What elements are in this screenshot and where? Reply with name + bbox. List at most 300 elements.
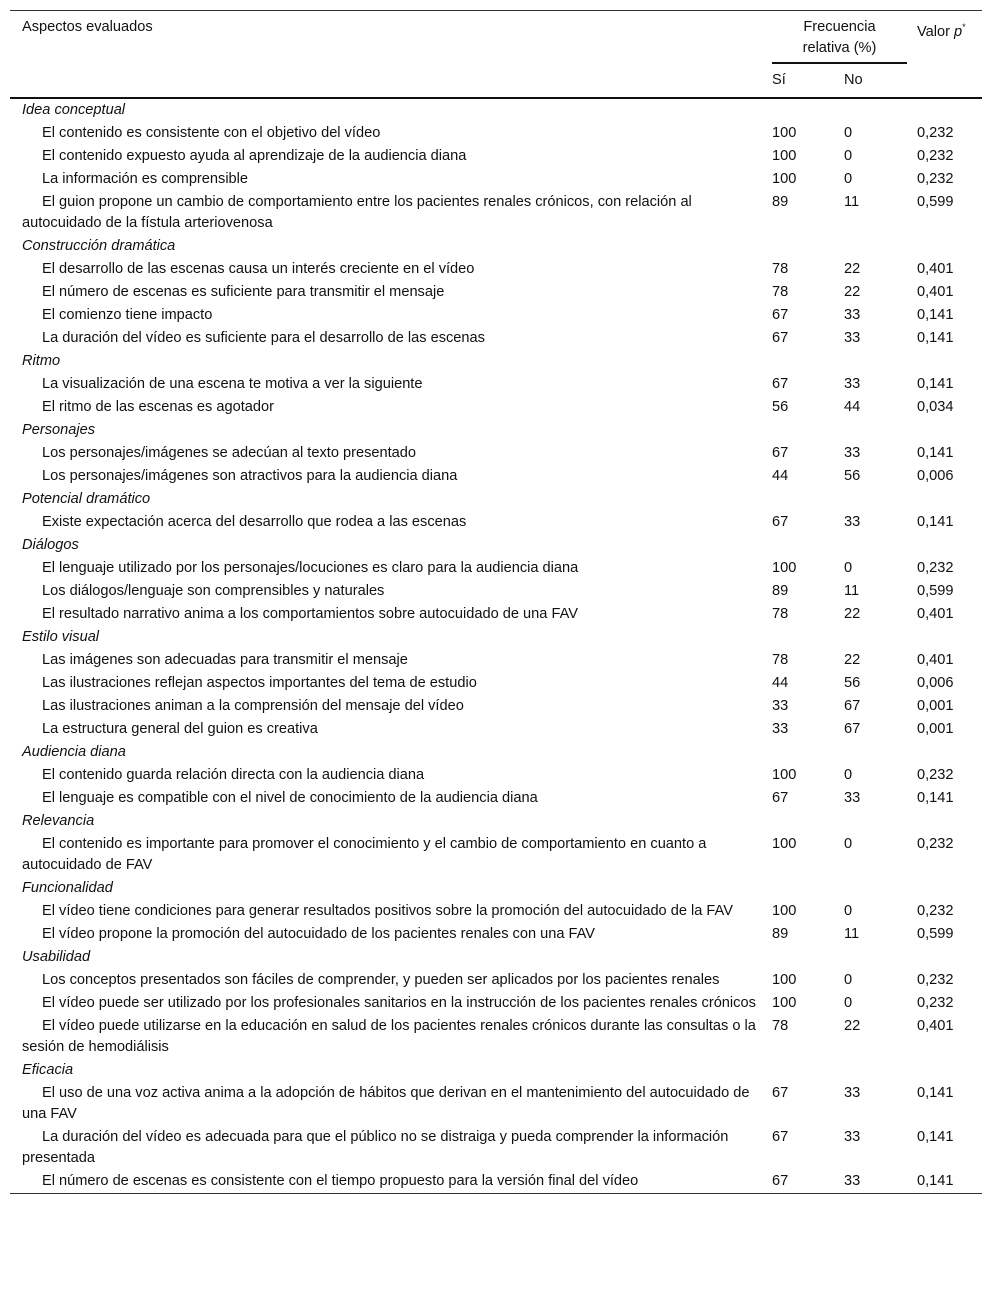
section-header-row [10, 877, 982, 900]
section-title: Construcción dramática [22, 238, 176, 254]
freq-no-cell [844, 191, 907, 235]
table-body [10, 98, 982, 1194]
freq-si-cell [772, 718, 844, 741]
p-value-cell [907, 969, 982, 992]
p-value-cell [907, 327, 982, 350]
p-value-cell [907, 603, 982, 626]
freq-si: 44 [772, 468, 789, 484]
freq-no: 33 [844, 790, 861, 806]
aspect-text: El contenido es consistente con el objetivo del vídeo [42, 125, 381, 141]
header-pvalue [907, 11, 982, 98]
freq-no: 22 [844, 284, 861, 300]
p-value: 0,232 [917, 125, 954, 141]
freq-no: 56 [844, 468, 861, 484]
aspect-text: El lenguaje es compatible con el nivel de conocimiento de la audiencia diana [42, 790, 538, 806]
freq-si-cell [772, 992, 844, 1015]
p-value-cell [907, 992, 982, 1015]
table-row [10, 373, 982, 396]
p-value-cell [907, 258, 982, 281]
aspect-text-cell [10, 992, 772, 1015]
table-row [10, 764, 982, 787]
freq-si-cell [772, 833, 844, 877]
freq-no-cell [844, 580, 907, 603]
freq-no-cell [844, 396, 907, 419]
freq-no: 0 [844, 972, 853, 988]
freq-si-cell [772, 1170, 844, 1194]
aspect-text-cell [10, 580, 772, 603]
freq-si-cell [772, 900, 844, 923]
aspect-text-cell [10, 327, 772, 350]
freq-si-cell [772, 923, 844, 946]
aspect-text: Los diálogos/lenguaje son comprensibles y naturales [42, 583, 385, 599]
p-value: 0,232 [917, 995, 954, 1011]
aspect-text-cell [10, 1126, 772, 1170]
aspect-text: El vídeo tiene condiciones para generar resultados positivos sobre la promoción del autocuidado de la FAV [42, 903, 733, 919]
freq-no-cell [844, 923, 907, 946]
p-value-cell [907, 672, 982, 695]
section-header-row [10, 1059, 982, 1082]
freq-no-cell [844, 557, 907, 580]
section-title: Personajes [22, 422, 96, 438]
aspect-text: La estructura general del guion es creativa [42, 721, 318, 737]
aspect-text: Las ilustraciones animan a la comprensión del mensaje del vídeo [42, 698, 464, 714]
freq-no: 33 [844, 330, 861, 346]
table-row [10, 557, 982, 580]
freq-si-cell [772, 764, 844, 787]
aspect-text: Los conceptos presentados son fáciles de comprender, y pueden ser aplicados por los pacientes renales [42, 972, 720, 988]
aspect-text: La visualización de una escena te motiva a ver la siguiente [42, 376, 423, 392]
table-row [10, 465, 982, 488]
freq-si-cell [772, 787, 844, 810]
table-row [10, 1170, 982, 1194]
table-row [10, 1015, 982, 1059]
freq-no-cell [844, 465, 907, 488]
aspect-text: El vídeo puede ser utilizado por los profesionales sanitarios en la instrucción de los pacientes renales crónicos [42, 995, 756, 1011]
freq-no: 33 [844, 445, 861, 461]
aspect-text-cell [10, 258, 772, 281]
p-value: 0,232 [917, 767, 954, 783]
aspect-text-cell [10, 281, 772, 304]
freq-si-cell [772, 258, 844, 281]
section-title: Funcionalidad [22, 880, 113, 896]
freq-si: 100 [772, 836, 797, 852]
freq-si: 100 [772, 560, 797, 576]
freq-si-cell [772, 281, 844, 304]
section-header-row [10, 488, 982, 511]
p-value: 0,599 [917, 583, 954, 599]
freq-no-cell [844, 327, 907, 350]
freq-si-cell [772, 603, 844, 626]
header-frequency [772, 11, 907, 64]
table-row [10, 327, 982, 350]
section-header-row [10, 98, 982, 122]
aspect-text-cell [10, 373, 772, 396]
evaluation-table [10, 10, 982, 1194]
freq-no-cell [844, 992, 907, 1015]
table-row [10, 281, 982, 304]
p-value: 0,141 [917, 514, 954, 530]
header-pvalue-p: p [954, 23, 963, 40]
section-title: Eficacia [22, 1062, 74, 1078]
freq-si-cell [772, 145, 844, 168]
freq-si-cell [772, 511, 844, 534]
freq-no: 67 [844, 698, 861, 714]
p-value-cell [907, 373, 982, 396]
freq-no: 22 [844, 261, 861, 277]
aspect-text-cell [10, 1082, 772, 1126]
aspect-text-cell [10, 672, 772, 695]
p-value-cell [907, 557, 982, 580]
section-title: Potencial dramático [22, 491, 151, 507]
table-row [10, 258, 982, 281]
freq-no: 11 [844, 926, 860, 942]
freq-no-cell [844, 695, 907, 718]
aspect-text: El contenido expuesto ayuda al aprendizaje de la audiencia diana [42, 148, 467, 164]
freq-si: 67 [772, 790, 789, 806]
section-header-row [10, 534, 982, 557]
freq-no-cell [844, 511, 907, 534]
p-value-cell [907, 1015, 982, 1059]
aspect-text: El vídeo propone la promoción del autocuidado de los pacientes renales con una FAV [42, 926, 596, 942]
freq-no: 56 [844, 675, 861, 691]
aspect-text-cell [10, 168, 772, 191]
table-row [10, 396, 982, 419]
p-value: 0,001 [917, 698, 954, 714]
freq-no: 0 [844, 560, 853, 576]
freq-no: 33 [844, 514, 861, 530]
freq-si: 33 [772, 721, 789, 737]
freq-si: 67 [772, 307, 789, 323]
p-value: 0,141 [917, 1129, 954, 1145]
aspect-text: Existe expectación acerca del desarrollo que rodea a las escenas [42, 514, 467, 530]
header-aspects-label: Aspectos evaluados [22, 19, 153, 35]
freq-si-cell [772, 304, 844, 327]
header-pvalue-star: * [962, 22, 966, 32]
header-si: Sí [772, 72, 786, 88]
freq-si: 100 [772, 148, 797, 164]
table-row [10, 191, 982, 235]
p-value-cell [907, 900, 982, 923]
freq-si: 78 [772, 652, 789, 668]
aspect-text-cell [10, 695, 772, 718]
freq-no-cell [844, 969, 907, 992]
table-row [10, 969, 982, 992]
aspect-text-cell [10, 900, 772, 923]
table-row [10, 442, 982, 465]
freq-no-cell [844, 1015, 907, 1059]
header-frequency-line1: Frecuencia [803, 19, 876, 35]
aspect-text: El desarrollo de las escenas causa un interés creciente en el vídeo [42, 261, 475, 277]
table-row [10, 1082, 982, 1126]
section-header-row [10, 419, 982, 442]
freq-no-cell [844, 900, 907, 923]
aspect-text-cell [10, 1015, 772, 1059]
aspect-text: El comienzo tiene impacto [42, 307, 213, 323]
freq-no-cell [844, 1082, 907, 1126]
freq-no: 0 [844, 171, 853, 187]
freq-no: 44 [844, 399, 861, 415]
freq-no-cell [844, 764, 907, 787]
aspect-text: La duración del vídeo es adecuada para que el público no se distraiga y pueda comprender la información presentada [22, 1129, 729, 1166]
aspect-text-cell [10, 396, 772, 419]
freq-no: 11 [844, 583, 860, 599]
aspect-text-cell [10, 511, 772, 534]
p-value: 0,141 [917, 790, 954, 806]
p-value-cell [907, 649, 982, 672]
freq-si-cell [772, 122, 844, 145]
p-value: 0,232 [917, 560, 954, 576]
aspect-text: El uso de una voz activa anima a la adopción de hábitos que derivan en el mantenimiento del autocuidado de una FAV [22, 1085, 750, 1122]
p-value-cell [907, 511, 982, 534]
p-value-cell [907, 580, 982, 603]
section-title: Usabilidad [22, 949, 91, 965]
p-value: 0,141 [917, 445, 954, 461]
freq-si: 67 [772, 445, 789, 461]
p-value: 0,141 [917, 1173, 954, 1189]
section-header-row [10, 810, 982, 833]
aspect-text-cell [10, 304, 772, 327]
p-value-cell [907, 787, 982, 810]
p-value-cell [907, 1082, 982, 1126]
freq-no-cell [844, 281, 907, 304]
aspect-text-cell [10, 969, 772, 992]
freq-si-cell [772, 168, 844, 191]
aspect-text: Las ilustraciones reflejan aspectos importantes del tema de estudio [42, 675, 477, 691]
freq-si: 67 [772, 330, 789, 346]
freq-no: 33 [844, 1173, 861, 1189]
table-row [10, 649, 982, 672]
p-value-cell [907, 191, 982, 235]
p-value: 0,401 [917, 652, 954, 668]
freq-si-cell [772, 465, 844, 488]
p-value: 0,006 [917, 468, 954, 484]
section-title: Ritmo [22, 353, 61, 369]
aspect-text-cell [10, 442, 772, 465]
freq-si-cell [772, 1082, 844, 1126]
aspect-text: La duración del vídeo es suficiente para el desarrollo de las escenas [42, 330, 485, 346]
aspect-text: El contenido es importante para promover el conocimiento y el cambio de comportamiento en cuanto a autocuidado de FAV [22, 836, 707, 873]
aspect-text: El número de escenas es suficiente para transmitir el mensaje [42, 284, 445, 300]
header-pvalue-label: Valor [917, 23, 955, 40]
aspect-text-cell [10, 603, 772, 626]
freq-si-cell [772, 695, 844, 718]
freq-si: 100 [772, 171, 797, 187]
p-value-cell [907, 442, 982, 465]
freq-no: 0 [844, 995, 853, 1011]
p-value: 0,141 [917, 1085, 954, 1101]
p-value: 0,232 [917, 148, 954, 164]
freq-si: 33 [772, 698, 789, 714]
aspect-text: El guion propone un cambio de comportamiento entre los pacientes renales crónicos, con relación al autocuidado de la fístula arteriovenosa [22, 194, 692, 231]
freq-si: 78 [772, 606, 789, 622]
table-row [10, 145, 982, 168]
freq-no-cell [844, 833, 907, 877]
freq-no-cell [844, 672, 907, 695]
freq-si: 67 [772, 514, 789, 530]
section-title: Relevancia [22, 813, 95, 829]
aspect-text: El resultado narrativo anima a los comportamientos sobre autocuidado de una FAV [42, 606, 578, 622]
freq-si-cell [772, 191, 844, 235]
p-value-cell [907, 304, 982, 327]
section-title: Diálogos [22, 537, 79, 553]
freq-si: 89 [772, 926, 789, 942]
section-title: Estilo visual [22, 629, 100, 645]
p-value-cell [907, 145, 982, 168]
freq-si-cell [772, 557, 844, 580]
aspect-text: Los personajes/imágenes son atractivos para la audiencia diana [42, 468, 458, 484]
table-row [10, 580, 982, 603]
freq-no: 22 [844, 652, 861, 668]
p-value-cell [907, 396, 982, 419]
p-value-cell [907, 764, 982, 787]
table-row [10, 511, 982, 534]
freq-si: 89 [772, 194, 789, 210]
freq-no-cell [844, 122, 907, 145]
freq-no-cell [844, 1170, 907, 1194]
freq-si: 67 [772, 1129, 789, 1145]
p-value: 0,401 [917, 606, 954, 622]
freq-si: 56 [772, 399, 789, 415]
aspect-text-cell [10, 557, 772, 580]
freq-si: 100 [772, 972, 797, 988]
freq-si-cell [772, 580, 844, 603]
p-value-cell [907, 718, 982, 741]
table-row [10, 923, 982, 946]
p-value: 0,232 [917, 972, 954, 988]
table-row [10, 833, 982, 877]
table-row [10, 900, 982, 923]
freq-no-cell [844, 718, 907, 741]
freq-si: 67 [772, 1173, 789, 1189]
freq-no-cell [844, 145, 907, 168]
section-header-row [10, 946, 982, 969]
freq-si: 78 [772, 1018, 789, 1034]
freq-no: 33 [844, 376, 861, 392]
aspect-text-cell [10, 1170, 772, 1194]
freq-si-cell [772, 327, 844, 350]
freq-si: 100 [772, 767, 797, 783]
table-row [10, 672, 982, 695]
freq-no-cell [844, 168, 907, 191]
freq-no: 0 [844, 836, 853, 852]
p-value: 0,141 [917, 330, 954, 346]
p-value-cell [907, 168, 982, 191]
section-header-row [10, 626, 982, 649]
aspect-text: Los personajes/imágenes se adecúan al texto presentado [42, 445, 417, 461]
aspect-text-cell [10, 145, 772, 168]
p-value-cell [907, 1126, 982, 1170]
p-value: 0,001 [917, 721, 954, 737]
section-header-row [10, 350, 982, 373]
freq-no: 22 [844, 606, 861, 622]
freq-si: 44 [772, 675, 789, 691]
p-value: 0,401 [917, 284, 954, 300]
p-value-cell [907, 465, 982, 488]
p-value-cell [907, 1170, 982, 1194]
freq-si: 100 [772, 995, 797, 1011]
freq-no: 0 [844, 125, 853, 141]
p-value-cell [907, 923, 982, 946]
freq-no-cell [844, 649, 907, 672]
p-value: 0,401 [917, 1018, 954, 1034]
section-title: Audiencia diana [22, 744, 126, 760]
aspect-text: El ritmo de las escenas es agotador [42, 399, 275, 415]
table-row [10, 122, 982, 145]
header-frequency-line2: relativa (%) [802, 40, 877, 56]
p-value: 0,401 [917, 261, 954, 277]
header-aspects [10, 11, 772, 98]
aspect-text-cell [10, 122, 772, 145]
aspect-text-cell [10, 923, 772, 946]
freq-si: 67 [772, 376, 789, 392]
freq-si-cell [772, 442, 844, 465]
freq-si-cell [772, 1015, 844, 1059]
freq-si-cell [772, 373, 844, 396]
p-value: 0,141 [917, 307, 954, 323]
freq-si: 100 [772, 125, 797, 141]
freq-si: 78 [772, 261, 789, 277]
aspect-text-cell [10, 833, 772, 877]
aspect-text-cell [10, 191, 772, 235]
aspect-text-cell [10, 787, 772, 810]
freq-no-cell [844, 1126, 907, 1170]
p-value: 0,034 [917, 399, 954, 415]
freq-no: 33 [844, 1129, 861, 1145]
freq-no-cell [844, 304, 907, 327]
freq-no-cell [844, 603, 907, 626]
freq-no: 22 [844, 1018, 861, 1034]
aspect-text-cell [10, 718, 772, 741]
freq-si: 100 [772, 903, 797, 919]
p-value: 0,599 [917, 926, 954, 942]
aspect-text-cell [10, 465, 772, 488]
p-value-cell [907, 122, 982, 145]
freq-no-cell [844, 258, 907, 281]
p-value: 0,599 [917, 194, 954, 210]
freq-no-cell [844, 442, 907, 465]
p-value: 0,006 [917, 675, 954, 691]
freq-no: 67 [844, 721, 861, 737]
p-value-cell [907, 695, 982, 718]
aspect-text: El lenguaje utilizado por los personajes/locuciones es claro para la audiencia diana [42, 560, 579, 576]
aspect-text: El vídeo puede utilizarse en la educación en salud de los pacientes renales crónicos durante las consultas o la sesión de hemodiálisis [22, 1018, 756, 1055]
aspect-text: El número de escenas es consistente con el tiempo propuesto para la versión final del vídeo [42, 1173, 639, 1189]
p-value: 0,232 [917, 171, 954, 187]
freq-si: 67 [772, 1085, 789, 1101]
freq-no: 0 [844, 903, 853, 919]
freq-si-cell [772, 969, 844, 992]
p-value: 0,232 [917, 903, 954, 919]
aspect-text: La información es comprensible [42, 171, 249, 187]
freq-si: 78 [772, 284, 789, 300]
p-value-cell [907, 281, 982, 304]
freq-no: 11 [844, 194, 860, 210]
table-row [10, 304, 982, 327]
table-row [10, 168, 982, 191]
freq-no: 33 [844, 1085, 861, 1101]
freq-si-cell [772, 1126, 844, 1170]
freq-si-cell [772, 649, 844, 672]
p-value: 0,232 [917, 836, 954, 852]
p-value: 0,141 [917, 376, 954, 392]
aspect-text: Las imágenes son adecuadas para transmitir el mensaje [42, 652, 408, 668]
p-value-cell [907, 833, 982, 877]
freq-si: 89 [772, 583, 789, 599]
table-row [10, 787, 982, 810]
table-row [10, 1126, 982, 1170]
freq-no-cell [844, 373, 907, 396]
freq-si-cell [772, 672, 844, 695]
